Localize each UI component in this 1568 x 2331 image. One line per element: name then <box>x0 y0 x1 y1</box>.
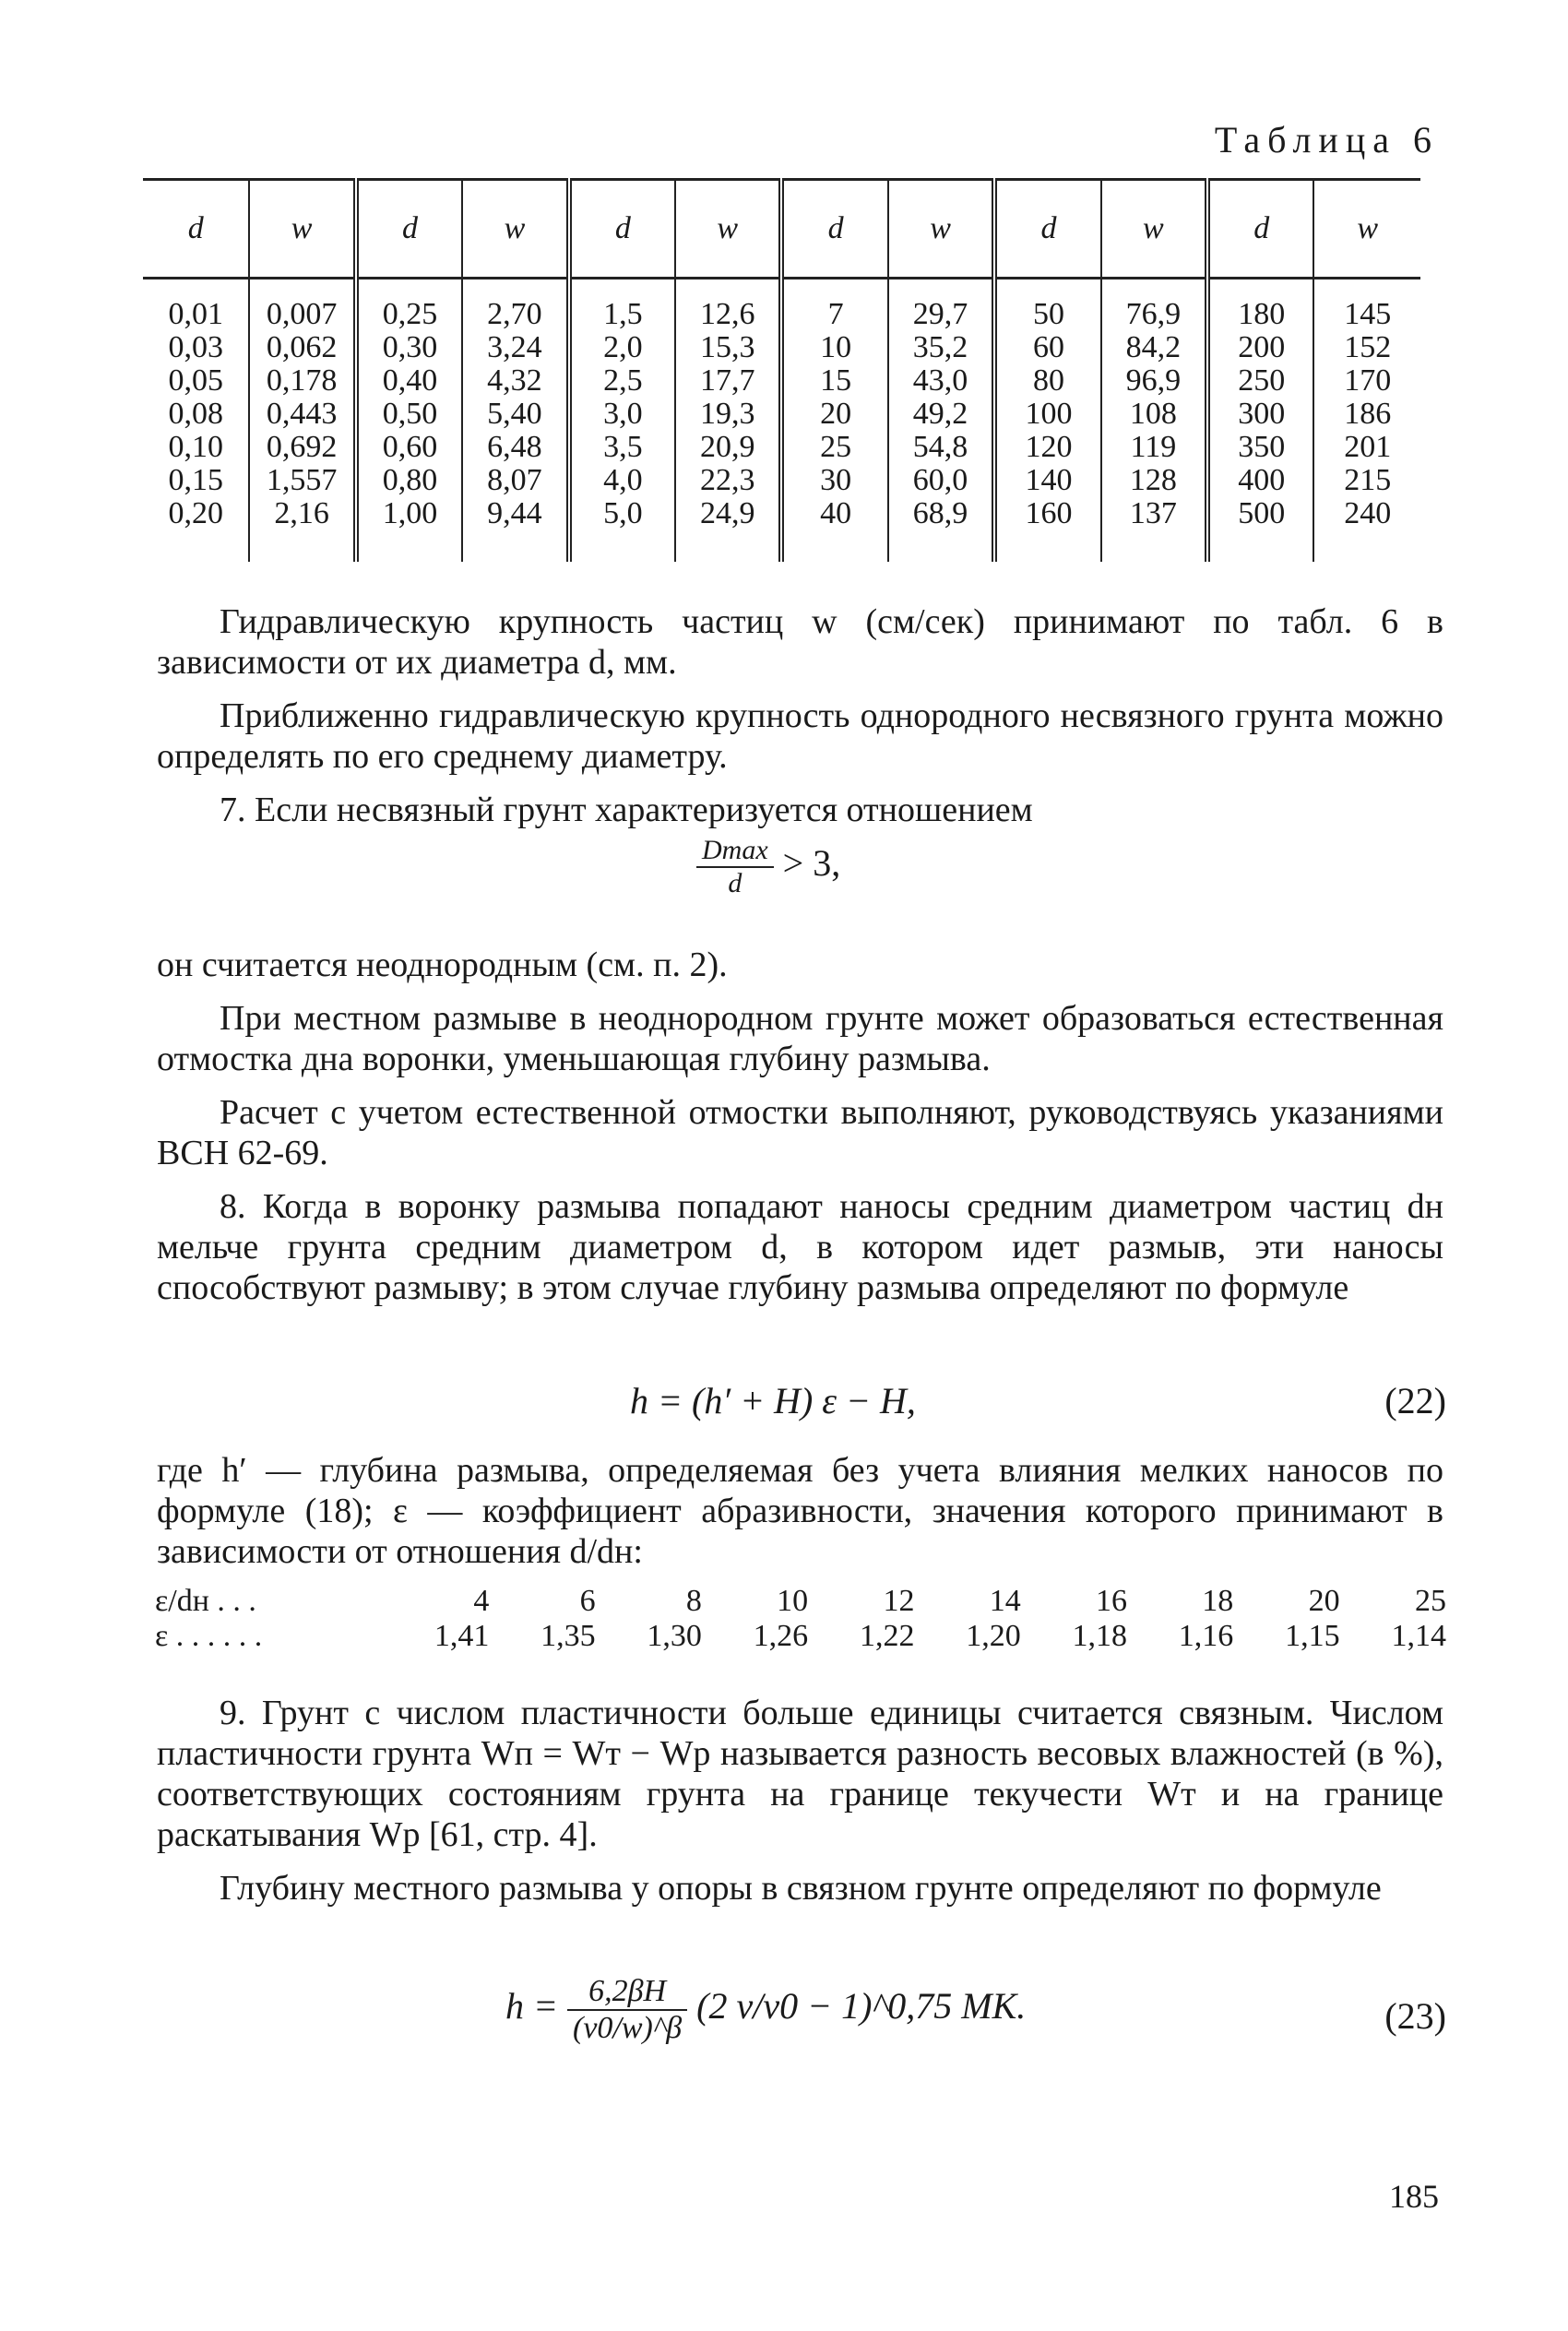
table-spacer-cell <box>1313 530 1420 562</box>
ratio-rhs: > 3, <box>782 842 841 885</box>
epsilon-cell: 18 <box>1202 1584 1234 1618</box>
table-cell: 68,9 <box>888 497 994 530</box>
epsilon-cell: 10 <box>777 1584 809 1618</box>
formula-23-body: (2 v/v0 − 1)^0,75 MK. <box>696 1985 1027 2028</box>
text-block-3 <box>157 1450 1443 1572</box>
epsilon-table <box>155 1584 1446 1654</box>
table-cell: 170 <box>1344 363 1392 398</box>
table-cell: 0,01 <box>143 279 249 332</box>
paragraph: Глубину местного размыва у опоры в связном грунте определяют по формуле <box>220 1869 1382 1908</box>
epsilon-cell: 4 <box>473 1584 490 1618</box>
epsilon-cell: 1,22 <box>859 1619 915 1653</box>
formula-23-lhs: h = <box>505 1985 558 2028</box>
table-cell: 10 <box>781 331 887 364</box>
page-number: 185 <box>1389 2178 1439 2215</box>
paragraph: где h′ — глубина размыва, определяемая без учета влияния мелких наносов по формуле (18); ε — коэффициент абразивности, значения которого принимают в зависимости от отношения d/dн: <box>157 1451 1443 1571</box>
table-cell: 40 <box>781 497 887 530</box>
ratio-numerator: Dmax <box>696 835 774 868</box>
epsilon-cell: 1,20 <box>966 1619 1021 1653</box>
table-spacer-cell <box>569 530 675 562</box>
table-spacer-cell <box>356 530 462 562</box>
paragraph: Приближенно гидравлическую крупность однородного несвязного грунта можно определять по его среднему диаметру. <box>157 696 1443 776</box>
table-cell: 43,0 <box>888 364 994 398</box>
epsilon-cell: 1,15 <box>1285 1619 1340 1653</box>
table-cell: 0,03 <box>143 331 249 364</box>
table-cell: 108 <box>1101 398 1207 431</box>
table-row <box>143 331 1420 364</box>
table-cell: 2,0 <box>569 331 675 364</box>
table-cell: 0,60 <box>356 431 462 464</box>
table-spacer-row <box>143 530 1420 562</box>
table-cell: 3,0 <box>569 398 675 431</box>
table-cell: 0,25 <box>356 279 462 332</box>
table-header-row <box>143 180 1420 279</box>
table-cell: 0,443 <box>249 398 355 431</box>
table-cell: 12,6 <box>675 279 781 332</box>
table-cell: 0,40 <box>356 364 462 398</box>
table-cell: 50 <box>994 279 1100 332</box>
formula-22: h = (h′ + H) ε − H, <box>630 1380 916 1421</box>
table-cell: 215 <box>1344 463 1392 497</box>
ratio-denominator: d <box>728 868 742 898</box>
table-cell: 300 <box>1207 398 1313 431</box>
table-cell: 0,50 <box>356 398 462 431</box>
epsilon-cell: 20 <box>1308 1584 1340 1618</box>
paragraph: При местном размыве в неоднородном грунте может образоваться естественная отмостка дна воронки, уменьшающая глубину размыва. <box>157 999 1443 1078</box>
table-cell: 140 <box>994 464 1100 497</box>
table-cell: 128 <box>1101 464 1207 497</box>
paragraph: 7. Если несвязный грунт характеризуется отношением <box>220 791 1033 829</box>
equation-number-22: (22) <box>1384 1380 1446 1421</box>
formula-23-numerator: 6,2βH <box>567 1974 687 2011</box>
table-row <box>143 398 1420 431</box>
table-header-cell: d <box>781 180 887 279</box>
table-cell: 120 <box>994 431 1100 464</box>
paragraph: 9. Грунт с числом пластичности больше единицы считается связным. Числом пластичности грунта Wп = Wт − Wр называется разность весовых влажностей (в %), соответствующих состояниям грунта на границе текучести Wт и на границе раскатывания Wр [61, стр. 4]. <box>157 1694 1443 1854</box>
table-cell: 96,9 <box>1101 364 1207 398</box>
table-cell: 6,48 <box>462 431 568 464</box>
epsilon-cell: 6 <box>579 1584 596 1618</box>
table-cell: 350 <box>1207 431 1313 464</box>
table-cell: 60 <box>994 331 1100 364</box>
table-cell: 30 <box>781 464 887 497</box>
table-row <box>143 431 1420 464</box>
table-cell: 200 <box>1207 331 1313 364</box>
table-cell: 5,0 <box>569 497 675 530</box>
formula-23-denominator: (v0/w)^β <box>573 2011 683 2045</box>
table-spacer-cell <box>994 530 1100 562</box>
table-cell: 24,9 <box>675 497 781 530</box>
paragraph: 8. Когда в воронку размыва попадают наносы средним диаметром частиц dн мельче грунта средним диаметром d, в котором идет размыв, эти наносы способствуют размыву; в этом случае глубину размыва определяют по формуле <box>157 1187 1443 1307</box>
table-cell: 145 <box>1344 297 1392 331</box>
table-spacer-cell <box>1207 530 1313 562</box>
table-cell: 20 <box>781 398 887 431</box>
table-header-cell: w <box>1101 180 1207 279</box>
table-spacer-cell <box>781 530 887 562</box>
table-cell: 35,2 <box>888 331 994 364</box>
table-spacer-cell <box>462 530 568 562</box>
table-row <box>143 279 1420 332</box>
table-cell: 2,16 <box>249 497 355 530</box>
table-cell: 49,2 <box>888 398 994 431</box>
table-cell: 0,05 <box>143 364 249 398</box>
epsilon-cell: 14 <box>989 1584 1021 1618</box>
table-header-cell: w <box>249 180 355 279</box>
table-cell: 80 <box>994 364 1100 398</box>
epsilon-row-label: ε/dн . . . <box>155 1584 256 1618</box>
table-header-cell: d <box>1207 180 1313 279</box>
table-cell: 3,24 <box>462 331 568 364</box>
table-header-cell: d <box>994 180 1100 279</box>
table-cell: 186 <box>1344 397 1392 431</box>
epsilon-cell: 16 <box>1096 1584 1128 1618</box>
epsilon-cell: 1,18 <box>1072 1619 1128 1653</box>
table-cell: 0,08 <box>143 398 249 431</box>
table-cell: 54,8 <box>888 431 994 464</box>
table-row <box>143 497 1420 530</box>
table-spacer-cell <box>249 530 355 562</box>
table-cell: 84,2 <box>1101 331 1207 364</box>
table-cell: 8,07 <box>462 464 568 497</box>
paragraph: Гидравлическую крупность частиц w (см/сек) принимают по табл. 6 в зависимости от их диаметра d, мм. <box>157 602 1443 682</box>
table-cell: 29,7 <box>888 279 994 332</box>
table-cell: 60,0 <box>888 464 994 497</box>
paragraph: он считается неоднородным (см. п. 2). <box>157 945 728 984</box>
table-cell: 500 <box>1207 497 1313 530</box>
table-cell: 0,15 <box>143 464 249 497</box>
table-cell: 7 <box>781 279 887 332</box>
table-caption: Таблица 6 <box>1214 119 1439 161</box>
table-cell: 22,3 <box>675 464 781 497</box>
text-block-1 <box>157 601 1443 830</box>
table-header-cell: w <box>675 180 781 279</box>
equation-number-23: (23) <box>1384 1995 1446 2037</box>
table-spacer-cell <box>675 530 781 562</box>
table-cell: 3,5 <box>569 431 675 464</box>
table-cell: 15 <box>781 364 887 398</box>
epsilon-cell: 1,41 <box>434 1619 490 1653</box>
epsilon-cell: 1,14 <box>1391 1619 1446 1653</box>
epsilon-row-values <box>155 1619 1446 1654</box>
table-cell: 1,5 <box>569 279 675 332</box>
table-cell: 250 <box>1207 364 1313 398</box>
table-header-cell: d <box>143 180 249 279</box>
table-cell: 0,20 <box>143 497 249 530</box>
table-body <box>143 279 1420 563</box>
epsilon-cell: 1,26 <box>753 1619 809 1653</box>
table-cell: 4,0 <box>569 464 675 497</box>
table-cell: 0,30 <box>356 331 462 364</box>
table-cell: 152 <box>1344 330 1392 364</box>
epsilon-cell: 1,16 <box>1178 1619 1234 1653</box>
epsilon-cell: 1,30 <box>647 1619 702 1653</box>
table-cell: 180 <box>1207 279 1313 332</box>
text-block-4 <box>157 1693 1443 1909</box>
table-cell: 0,80 <box>356 464 462 497</box>
table-row <box>143 364 1420 398</box>
table-cell: 0,692 <box>249 431 355 464</box>
table-cell: 0,007 <box>249 279 355 332</box>
table-cell: 20,9 <box>675 431 781 464</box>
table-cell: 2,5 <box>569 364 675 398</box>
table-cell: 137 <box>1101 497 1207 530</box>
table-cell: 15,3 <box>675 331 781 364</box>
table-cell: 201 <box>1344 430 1392 464</box>
table-cell: 5,40 <box>462 398 568 431</box>
formula-ratio <box>696 835 840 899</box>
table-cell: 76,9 <box>1101 279 1207 332</box>
table-header-cell: w <box>888 180 994 279</box>
table-cell: 19,3 <box>675 398 781 431</box>
table-cell: 160 <box>994 497 1100 530</box>
table-cell: 1,00 <box>356 497 462 530</box>
table-cell: 0,10 <box>143 431 249 464</box>
table-row <box>143 464 1420 497</box>
table-header-cell: w <box>462 180 568 279</box>
epsilon-cell: 8 <box>685 1584 702 1618</box>
table-cell: 25 <box>781 431 887 464</box>
epsilon-cell: 12 <box>883 1584 915 1618</box>
epsilon-cell: 1,35 <box>540 1619 596 1653</box>
table-cell: 119 <box>1101 431 1207 464</box>
table-cell: 0,178 <box>249 364 355 398</box>
table-cell: 1,557 <box>249 464 355 497</box>
table-spacer-cell <box>143 530 249 562</box>
table-header-cell: d <box>356 180 462 279</box>
text-block-2 <box>157 945 1443 1308</box>
table-cell: 400 <box>1207 464 1313 497</box>
table-header-cell: d <box>569 180 675 279</box>
table-cell: 9,44 <box>462 497 568 530</box>
table-cell: 240 <box>1344 496 1392 530</box>
table-cell: 17,7 <box>675 364 781 398</box>
table-cell: 2,70 <box>462 279 568 332</box>
table-cell: 0,062 <box>249 331 355 364</box>
table-6 <box>143 178 1420 562</box>
formula-23 <box>505 1974 1026 2046</box>
paragraph: Расчет с учетом естественной отмостки выполняют, руководствуясь указаниями ВСН 62-69. <box>157 1093 1443 1172</box>
table-spacer-cell <box>1101 530 1207 562</box>
table-spacer-cell <box>888 530 994 562</box>
table-cell: 100 <box>994 398 1100 431</box>
epsilon-cell: 25 <box>1415 1584 1446 1618</box>
epsilon-row-ratio <box>155 1584 1446 1619</box>
epsilon-row-label: ε . . . . . . <box>155 1619 263 1653</box>
table-header-cell: w <box>1313 180 1420 279</box>
table-cell: 4,32 <box>462 364 568 398</box>
